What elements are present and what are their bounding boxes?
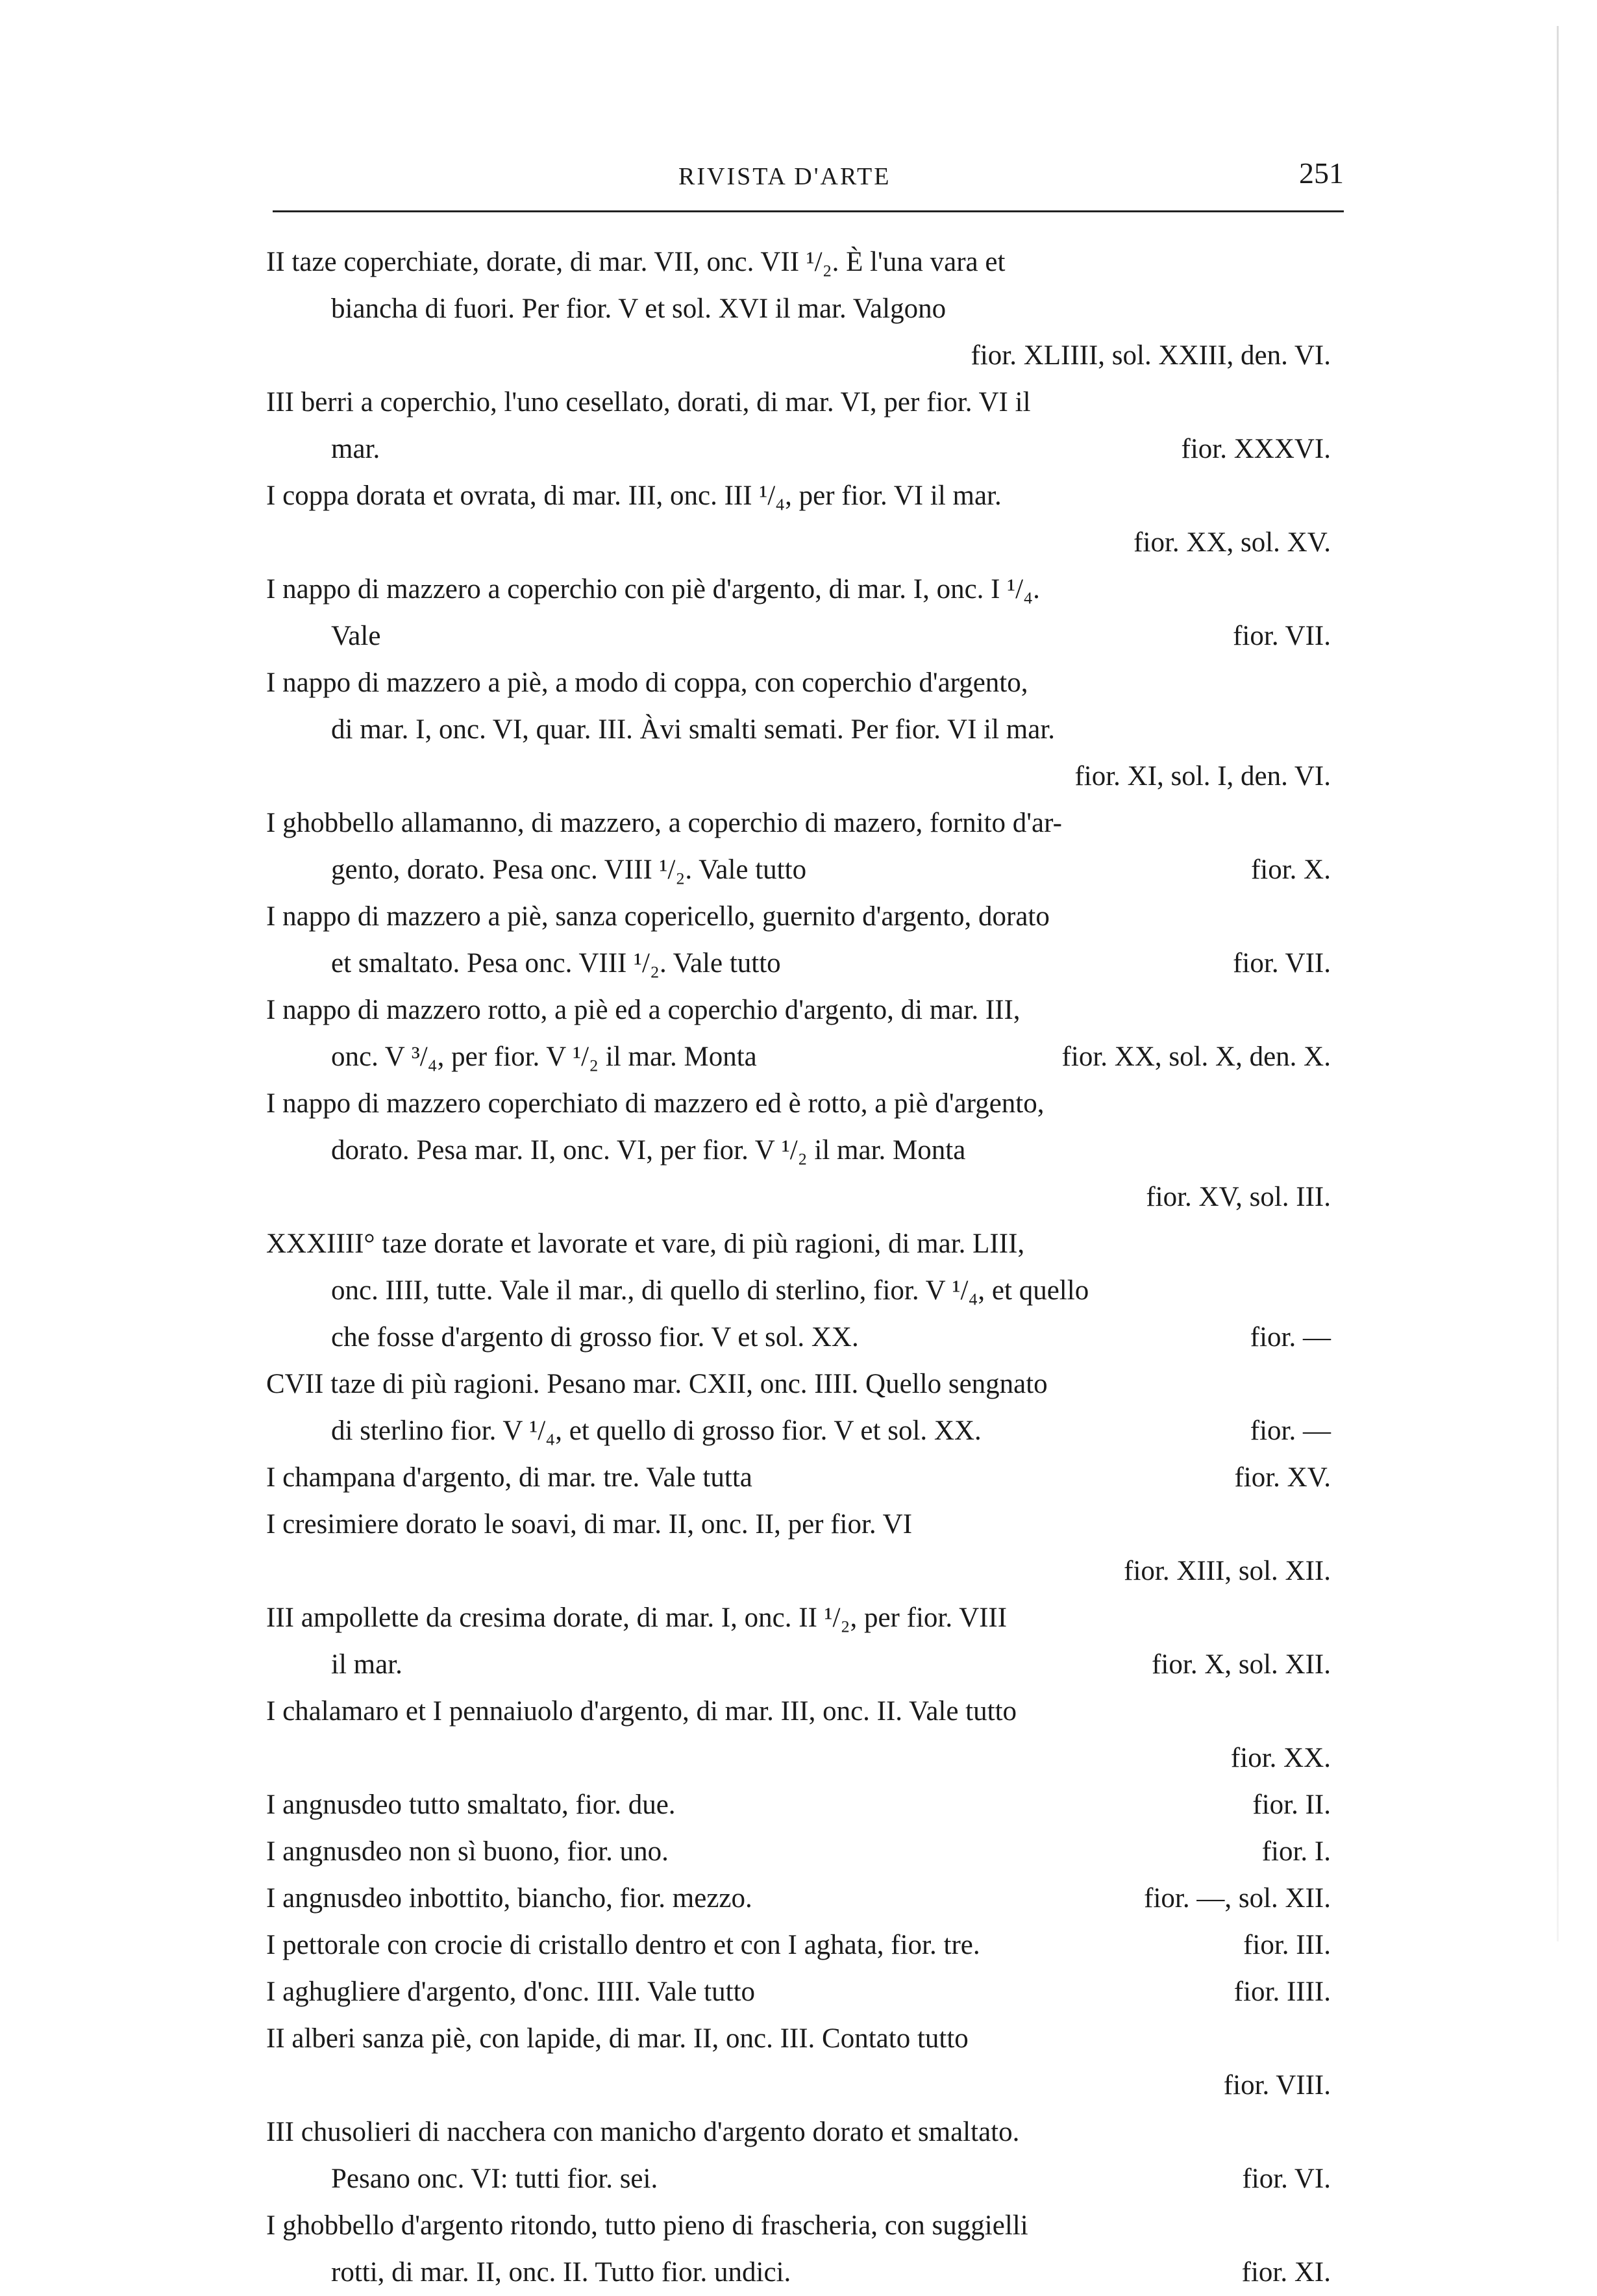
entry-value: fior. XI. — [1241, 2257, 1331, 2288]
entry-line: I ghobbello allamanno, di mazzero, a coperchio di mazero, fornito d'ar- — [266, 808, 1062, 838]
entry-line: I nappo di mazzero a coperchio con piè d'argento, di mar. I, onc. I ¹/₄. — [266, 574, 1040, 605]
entry-line: gento, dorato. Pesa onc. VIII ¹/₂. Vale tutto — [331, 855, 807, 885]
entry-line: I chalamaro et I pennaiuolo d'argento, di mar. III, onc. II. Vale tutto — [266, 1696, 1017, 1727]
page-header — [273, 156, 1344, 201]
entry-line: III chusolieri di nacchera con manicho d'argento dorato et smaltato. — [266, 2117, 1020, 2147]
entry-line: I angnusdeo tutto smaltato, fior. due. — [266, 1790, 676, 1820]
entry-line: I angnusdeo inbottito, biancho, fior. mezzo. — [266, 1883, 752, 1914]
inventory-entry — [266, 1221, 1331, 1361]
inventory-entry — [266, 1595, 1331, 1688]
inventory-entry — [266, 2109, 1331, 2202]
inventory-entry — [266, 987, 1331, 1080]
entry-line: I nappo di mazzero coperchiato di mazzero ed è rotto, a piè d'argento, — [266, 1088, 1045, 1119]
entry-value: fior. —, sol. XII. — [1144, 1883, 1331, 1914]
entry-value: fior. X. — [1250, 855, 1331, 885]
entry-line: dorato. Pesa mar. II, onc. VI, per fior. V ¹/₂ il mar. Monta — [331, 1135, 966, 1166]
entry-line: II alberi sanza piè, con lapide, di mar. II, onc. III. Contato tutto — [266, 2023, 969, 2054]
inventory-entry — [266, 660, 1331, 800]
entry-value: fior. VI. — [1242, 2164, 1331, 2194]
entry-line: Pesano onc. VI: tutti fior. sei. — [331, 2164, 658, 2194]
entry-line: I cresimiere dorato le soavi, di mar. II, onc. II, per fior. VI — [266, 1509, 913, 1540]
entry-line: di sterlino fior. V ¹/₄, et quello di grosso fior. V et sol. XX. — [331, 1416, 982, 1446]
inventory-entry — [266, 893, 1331, 987]
entry-value: fior. IIII. — [1233, 1977, 1331, 2007]
entry-value: fior. XI, sol. I, den. VI. — [1074, 761, 1331, 792]
inventory-entry — [266, 1080, 1331, 1221]
entry-value: fior. VIII. — [1223, 2070, 1331, 2101]
entry-line: CVII taze di più ragioni. Pesano mar. CXII, onc. IIII. Quello sengnato — [266, 1369, 1048, 1399]
inventory-list — [266, 239, 1331, 2296]
entry-line: che fosse d'argento di grosso fior. V et sol. XX. — [331, 1322, 859, 1353]
entry-line: I nappo di mazzero a piè, a modo di coppa, con coperchio d'argento, — [266, 668, 1028, 698]
entry-line: I pettorale con crocie di cristallo dentro et con I aghata, fior. tre. — [266, 1930, 980, 1960]
entry-value: fior. — — [1250, 1416, 1331, 1446]
entry-value: fior. XIII, sol. XII. — [1124, 1556, 1331, 1586]
inventory-entry — [266, 1969, 1331, 2015]
inventory-entry — [266, 1828, 1331, 1875]
inventory-entry — [266, 800, 1331, 893]
entry-value: fior. XLIIII, sol. XXIII, den. VI. — [971, 340, 1331, 371]
entry-line: mar. — [331, 434, 380, 464]
page-edge-shadow — [1557, 26, 1559, 1941]
entry-line: biancha di fuori. Per fior. V et sol. XVI il mar. Valgono — [331, 293, 947, 324]
inventory-entry — [266, 1688, 1331, 1782]
entry-value: fior. XV. — [1234, 1462, 1331, 1493]
inventory-entry — [266, 1782, 1331, 1828]
entry-value: fior. X, sol. XII. — [1152, 1649, 1331, 1680]
entry-line: et smaltato. Pesa onc. VIII ¹/₂. Vale tutto — [331, 948, 781, 979]
entry-line: I ghobbello d'argento ritondo, tutto pieno di frascheria, con suggielli — [266, 2210, 1028, 2241]
running-title: RIVISTA D'ARTE — [678, 163, 891, 190]
inventory-entry — [266, 1361, 1331, 1454]
entry-line: III ampollette da cresima dorate, di mar. I, onc. II ¹/₂, per fior. VIII — [266, 1603, 1008, 1633]
entry-line: rotti, di mar. II, onc. II. Tutto fior. undici. — [331, 2257, 791, 2288]
entry-line: III berri a coperchio, l'uno cesellato, dorati, di mar. VI, per fior. VI il — [266, 387, 1031, 418]
entry-value: fior. III. — [1243, 1930, 1331, 1960]
entry-line: I nappo di mazzero rotto, a piè ed a coperchio d'argento, di mar. III, — [266, 995, 1021, 1025]
header-rule — [273, 210, 1344, 212]
entry-line: I aghugliere d'argento, d'onc. IIII. Vale tutto — [266, 1977, 756, 2007]
entry-value: fior. I. — [1261, 1836, 1331, 1867]
entry-line: di mar. I, onc. VI, quar. III. Àvi smalti semati. Per fior. VI il mar. — [331, 714, 1056, 745]
entry-line: onc. V ³/₄, per fior. V ¹/₂ il mar. Monta — [331, 1042, 757, 1072]
entry-value: fior. XX. — [1230, 1743, 1331, 1773]
entry-value: fior. VII. — [1233, 621, 1331, 651]
entry-line: onc. IIII, tutte. Vale il mar., di quello di sterlino, fior. V ¹/₄, et quello — [331, 1275, 1089, 1306]
entry-line: I champana d'argento, di mar. tre. Vale tutta — [266, 1462, 752, 1493]
entry-value: fior. XXXVI. — [1181, 434, 1331, 464]
inventory-entry — [266, 1922, 1331, 1969]
inventory-entry — [266, 1454, 1331, 1501]
entry-line: I angnusdeo non sì buono, fior. uno. — [266, 1836, 669, 1867]
entry-line: Vale — [331, 621, 381, 651]
entry-value: fior. XX, sol. X, den. X. — [1061, 1042, 1331, 1072]
entry-value: fior. II. — [1252, 1790, 1331, 1820]
page-number: 251 — [1299, 156, 1344, 190]
inventory-entry — [266, 2015, 1331, 2109]
entry-value: fior. XV, sol. III. — [1146, 1182, 1331, 1212]
inventory-entry — [266, 1875, 1331, 1922]
inventory-entry — [266, 473, 1331, 566]
entry-line: XXXIIII° taze dorate et lavorate et vare, di più ragioni, di mar. LIII, — [266, 1229, 1025, 1259]
entry-value: fior. VII. — [1233, 948, 1331, 979]
inventory-entry — [266, 239, 1331, 379]
inventory-entry — [266, 379, 1331, 473]
entry-value: fior. XX, sol. XV. — [1133, 527, 1331, 558]
entry-line: I coppa dorata et ovrata, di mar. III, onc. III ¹/₄, per fior. VI il mar. — [266, 480, 1002, 511]
inventory-entry — [266, 566, 1331, 660]
inventory-entry — [266, 1501, 1331, 1595]
entry-line: II taze coperchiate, dorate, di mar. VII, onc. VII ¹/₂. È l'una vara et — [266, 247, 1006, 277]
entry-value: fior. — — [1250, 1322, 1331, 1353]
inventory-entry — [266, 2202, 1331, 2296]
entry-line: il mar. — [331, 1649, 402, 1680]
entry-line: I nappo di mazzero a piè, sanza copericello, guernito d'argento, dorato — [266, 901, 1050, 932]
